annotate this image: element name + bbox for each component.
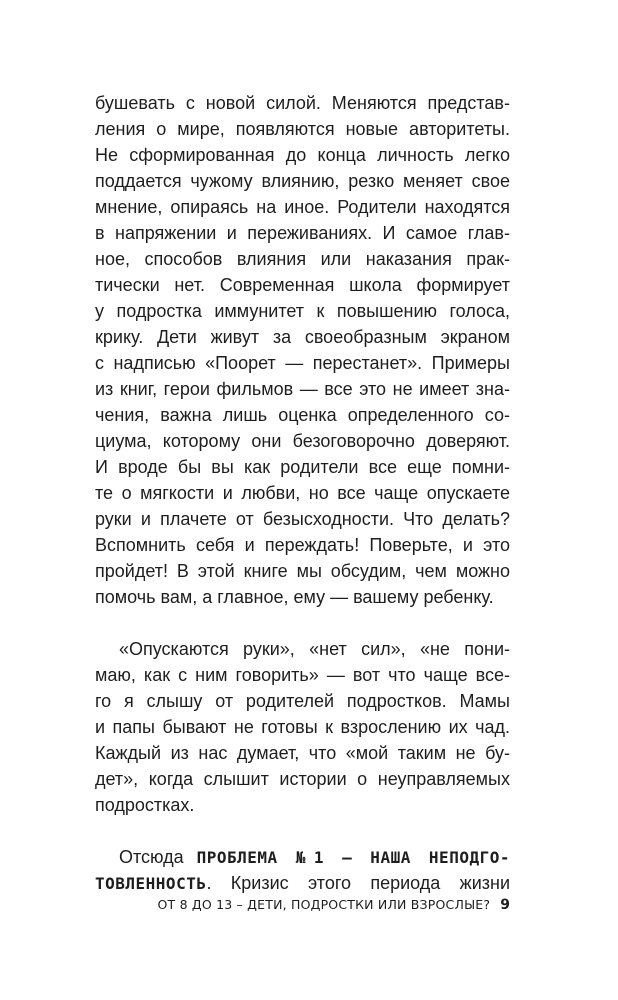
text-line: циума, которому они безоговорочно доверяют. [95, 431, 510, 451]
paragraph-2 [95, 636, 510, 818]
text-line: тически нет. Современная школа формирует [95, 275, 510, 295]
text-line: Не сформированная до конца личность легко [95, 145, 510, 165]
running-head: ОТ 8 ДО 13 – ДЕТИ, ПОДРОСТКИ ИЛИ ВЗРОСЛЫЕ? [157, 897, 491, 912]
paragraph-gap [95, 818, 510, 844]
text-line: ления о мире, появляются новые авторитеты. [95, 119, 510, 139]
lead-text: Отсюда [119, 847, 197, 867]
text-line: поддается чужому влиянию, резко меняет свое [95, 171, 510, 191]
emphasis-caps: ТОВЛЕННОСТЬ [95, 874, 207, 893]
text-line: Каждый из нас думает, что «мой таким не бу- [95, 743, 510, 763]
page-number: 9 [500, 897, 510, 913]
text-line [95, 870, 510, 896]
text-line: у подростка иммунитет к повышению голоса, [95, 301, 510, 321]
page-footer [95, 897, 510, 919]
paragraph-3 [95, 844, 510, 896]
trailing-text: . Кризис этого периода жизни [206, 873, 510, 893]
text-line: в напряжении и переживаниях. И самое глав- [95, 223, 510, 243]
text-line: с надписью «Поорет — перестанет». Примеры [95, 353, 510, 373]
text-line: чения, важна лишь оценка определенного со- [95, 405, 510, 425]
text-line: мнение, опираясь на иное. Родители находятся [95, 197, 510, 217]
text-line: помочь вам, а главное, ему — вашему ребенку. [95, 587, 494, 607]
emphasis-caps: ПРОБЛЕМА №1 — НАША НЕПОДГО- [196, 848, 510, 867]
body-text [95, 90, 510, 896]
text-line [95, 844, 510, 870]
text-line: бушевать с новой силой. Меняются представ- [95, 93, 510, 113]
text-line: ное, способов влияния или наказания прак- [95, 249, 510, 269]
text-line: крику. Дети живут за своеобразным экраном [95, 327, 510, 347]
text-line: го я слышу от родителей подростков. Мамы [95, 691, 510, 711]
text-line: пройдет! В этой книге мы обсудим, чем можно [95, 561, 510, 581]
text-line: Вспомнить себя и переждать! Поверьте, и это [95, 535, 510, 555]
text-line: «Опускаются руки», «нет сил», «не пони- [119, 639, 510, 659]
text-line: и папы бывают не готовы к взрослению их чад. [95, 717, 510, 737]
text-line: те о мягкости и любви, но все чаще опускаете [95, 483, 510, 503]
paragraph-gap [95, 610, 510, 636]
text-line: подростках. [95, 795, 195, 815]
paragraph-1 [95, 90, 510, 610]
text-line: маю, как с ним говорить» — вот что чаще все- [95, 665, 510, 685]
text-line: руки и плачете от безысходности. Что делать? [95, 509, 510, 529]
text-line: И вроде бы вы как родители все еще помни- [95, 457, 510, 477]
text-line: дет», когда слышит истории о неуправляемых [95, 769, 510, 789]
text-line: из книг, герои фильмов — все это не имеет зна- [95, 379, 510, 399]
